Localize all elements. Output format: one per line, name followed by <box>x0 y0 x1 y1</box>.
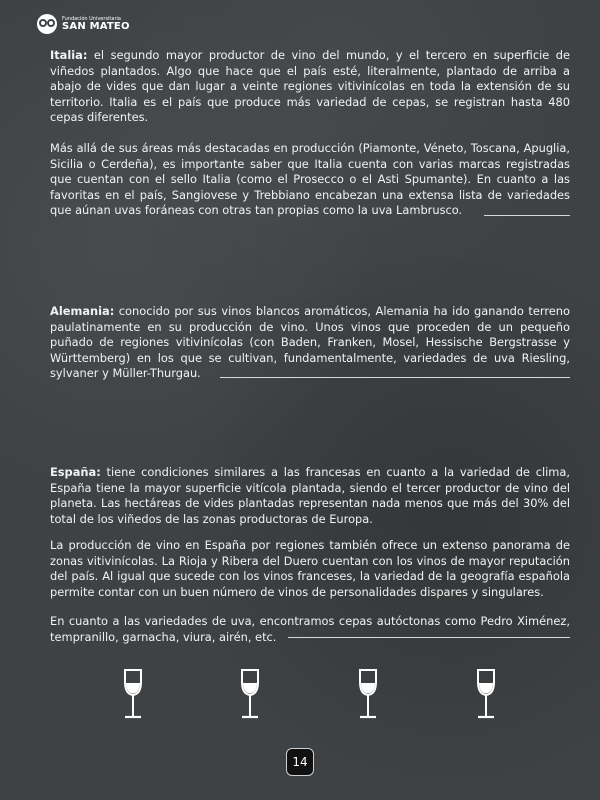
espana-text-2: La producción de vino en España por regiones también ofrece un extenso panorama de zonas vitivinícolas. La Rioja y Ribera del Duero cuentan con los vinos de mayor reputación del país. Al igual que sucede con los vinos franceses, la variedad de la geografía española permite contar con un buen número de vinos de personalidades dispares y singulares. <box>50 538 570 599</box>
wine-glass-icon <box>355 668 381 720</box>
page-number: 14 <box>286 748 314 776</box>
logo-name: SAN MATEO <box>62 20 130 32</box>
logo-subtitle: Fundación Universitaria <box>62 15 121 22</box>
italia-paragraph-1 <box>50 48 570 126</box>
italia-label: Italia: <box>50 48 88 62</box>
logo-mark-icon <box>37 14 57 34</box>
espana-paragraph-1 <box>50 465 570 527</box>
alemania-text: conocido por sus vinos blancos aromáticos, Alemania ha ido ganando terreno paulatinamente en su producción de vino. Unos vinos que proceden de un pequeño puñado de regiones vitivinícolas (con Baden, Franken, Mosel, Hessische Bergstrasse y Württemberg) en los que se cultivan, fundamentalmente, variedades de uva Riesling, sylvaner y Müller-Thurgau. <box>50 304 570 381</box>
logo-text <box>62 17 130 32</box>
alemania-paragraph <box>50 304 570 382</box>
espana-label: España: <box>50 465 101 479</box>
espana-paragraph-3 <box>50 614 570 645</box>
wine-glass-icon <box>120 668 146 720</box>
wine-glass-icon <box>237 668 263 720</box>
italia-text-2: Más allá de sus áreas más destacadas en producción (Piamonte, Véneto, Toscana, Apuglia, Sicilia o Cerdeña), es importante saber que Italia cuenta con varias marcas registradas que cuentan con el sello Italia (como el Prosecco o el Asti Spumante). En cuanto a las favoritas en el país, Sangiovese y Trebbiano encabezan una extensa lista de variedades que aúnan uvas foráneas con otras tan propias como la uva Lambrusco. <box>50 141 570 218</box>
wine-glass-icon <box>473 668 499 720</box>
italia-paragraph-2 <box>50 141 570 219</box>
alemania-label: Alemania: <box>50 304 115 318</box>
espana-text-3: En cuanto a las variedades de uva, encontramos cepas autóctonas como Pedro Ximénez, tempranillo, garnacha, viura, airén, etc. <box>50 614 570 644</box>
espana-text-1: tiene condiciones similares a las francesas en cuanto a la variedad de clima, España tiene la mayor superficie vitícola plantada, siendo el tercer productor de vino del planeta. Las hectáreas de vides plantadas representan nada menos que más del 30% del total de los viñedos de las zonas productoras de Europa. <box>50 465 570 526</box>
logo <box>37 14 130 34</box>
espana-divider <box>288 637 570 638</box>
espana-paragraph-2 <box>50 538 570 600</box>
italia-divider <box>484 215 570 216</box>
italia-text-1: el segundo mayor productor de vino del mundo, y el tercero en superficie de viñedos plantados. Algo que hace que el país esté, literalmente, plantado de arriba a abajo de vides que dan lugar a veinte regiones vitivinícolas en toda la extensión de su territorio. Italia es el país que produce más variedad de cepas, se registran hasta 480 cepas diferentes. <box>50 48 570 125</box>
alemania-divider <box>220 377 570 378</box>
